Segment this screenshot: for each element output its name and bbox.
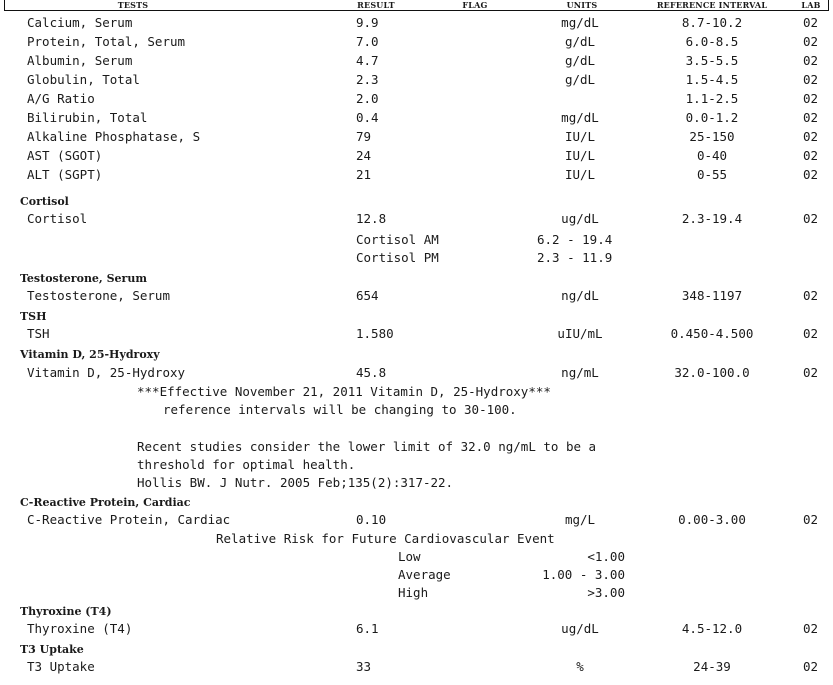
header-lab: LAB xyxy=(801,0,821,10)
test-units: g/dL xyxy=(564,34,596,49)
test-result: 6.1 xyxy=(356,621,379,636)
crp-risk-average-label: Average xyxy=(398,567,451,582)
test-lab: 02 xyxy=(803,659,819,674)
test-units: ug/dL xyxy=(561,211,599,226)
test-result: 1.580 xyxy=(356,326,394,341)
test-units: mg/dL xyxy=(561,110,599,125)
test-name: AST (SGOT) xyxy=(27,148,103,163)
test-name: Vitamin D, 25-Hydroxy xyxy=(27,365,186,380)
test-lab: 02 xyxy=(803,110,819,125)
test-reference-interval: 0-40 xyxy=(696,148,728,163)
test-units: uIU/mL xyxy=(557,326,603,341)
test-reference-interval: 24-39 xyxy=(693,659,731,674)
test-reference-interval: 1.1-2.5 xyxy=(685,91,739,106)
test-lab: 02 xyxy=(803,288,819,303)
vitamin-d-note: reference intervals will be changing to 30-100. xyxy=(163,402,517,417)
test-reference-interval: 0.00-3.00 xyxy=(678,512,746,527)
test-lab: 02 xyxy=(803,15,819,30)
test-name: ALT (SGPT) xyxy=(27,167,103,182)
test-result: 2.3 xyxy=(356,72,379,87)
section-title-vitamin-d: Vitamin D, 25-Hydroxy xyxy=(20,348,160,361)
test-lab: 02 xyxy=(803,365,819,380)
test-reference-interval: 25-150 xyxy=(689,129,735,144)
test-result: 45.8 xyxy=(356,365,387,380)
test-reference-interval: 3.5-5.5 xyxy=(685,53,739,68)
test-name: Alkaline Phosphatase, S xyxy=(27,129,201,144)
cortisol-am-label: Cortisol AM xyxy=(356,232,439,247)
test-lab: 02 xyxy=(803,129,819,144)
header-flag: FLAG xyxy=(462,0,488,10)
test-result: 24 xyxy=(356,148,372,163)
test-result: 0.10 xyxy=(356,512,387,527)
header-units: UNITS xyxy=(566,0,598,10)
crp-risk-title: Relative Risk for Future Cardiovascular Event xyxy=(216,531,555,546)
test-reference-interval: 32.0-100.0 xyxy=(674,365,750,380)
test-reference-interval: 1.5-4.5 xyxy=(685,72,739,87)
header-reference-interval: REFERENCE INTERVAL xyxy=(656,0,768,10)
test-name: Bilirubin, Total xyxy=(27,110,148,125)
test-units: IU/L xyxy=(564,129,596,144)
test-lab: 02 xyxy=(803,167,819,182)
crp-risk-high-value: >3.00 xyxy=(587,585,625,600)
crp-risk-low-label: Low xyxy=(398,549,421,564)
test-units: ug/dL xyxy=(561,621,599,636)
test-units: ng/mL xyxy=(561,365,599,380)
cortisol-am-range: 6.2 - 19.4 xyxy=(537,232,613,247)
section-title-crp: C-Reactive Protein, Cardiac xyxy=(20,496,191,509)
test-units: % xyxy=(576,659,584,674)
section-title-t4: Thyroxine (T4) xyxy=(20,605,112,618)
cortisol-pm-range: 2.3 - 11.9 xyxy=(537,250,613,265)
test-reference-interval: 0.450-4.500 xyxy=(670,326,754,341)
test-result: 79 xyxy=(356,129,372,144)
test-lab: 02 xyxy=(803,512,819,527)
test-result: 2.0 xyxy=(356,91,379,106)
test-name: Cortisol xyxy=(27,211,88,226)
test-name: Protein, Total, Serum xyxy=(27,34,186,49)
test-units: mg/dL xyxy=(561,15,599,30)
test-lab: 02 xyxy=(803,72,819,87)
test-units: g/dL xyxy=(564,53,596,68)
test-result: 654 xyxy=(356,288,379,303)
test-result: 0.4 xyxy=(356,110,379,125)
test-lab: 02 xyxy=(803,326,819,341)
test-name: TSH xyxy=(27,326,50,341)
test-reference-interval: 2.3-19.4 xyxy=(681,211,743,226)
test-lab: 02 xyxy=(803,53,819,68)
test-name: Thyroxine (T4) xyxy=(27,621,133,636)
test-reference-interval: 0.0-1.2 xyxy=(685,110,739,125)
test-reference-interval: 8.7-10.2 xyxy=(681,15,743,30)
test-reference-interval: 6.0-8.5 xyxy=(685,34,739,49)
test-name: Testosterone, Serum xyxy=(27,288,170,303)
header-result: RESULT xyxy=(357,0,395,10)
test-reference-interval: 348-1197 xyxy=(681,288,743,303)
section-title-cortisol: Cortisol xyxy=(20,195,69,208)
test-name: Calcium, Serum xyxy=(27,15,133,30)
test-units: IU/L xyxy=(564,167,596,182)
test-result: 7.0 xyxy=(356,34,379,49)
test-lab: 02 xyxy=(803,91,819,106)
test-name: Albumin, Serum xyxy=(27,53,133,68)
crp-risk-low-value: <1.00 xyxy=(587,549,625,564)
cortisol-pm-label: Cortisol PM xyxy=(356,250,439,265)
test-units: ng/dL xyxy=(561,288,599,303)
test-reference-interval: 0-55 xyxy=(696,167,728,182)
section-title-t3-uptake: T3 Uptake xyxy=(20,643,84,656)
test-name: T3 Uptake xyxy=(27,659,95,674)
crp-risk-high-label: High xyxy=(398,585,429,600)
test-lab: 02 xyxy=(803,148,819,163)
test-lab: 02 xyxy=(803,621,819,636)
test-lab: 02 xyxy=(803,211,819,226)
test-name: C-Reactive Protein, Cardiac xyxy=(27,512,231,527)
header-tests: TESTS xyxy=(117,0,149,10)
test-name: A/G Ratio xyxy=(27,91,95,106)
test-result: 21 xyxy=(356,167,372,182)
vitamin-d-note: ***Effective November 21, 2011 Vitamin D, 25-Hydroxy*** xyxy=(137,384,551,399)
test-result: 4.7 xyxy=(356,53,379,68)
test-name: Globulin, Total xyxy=(27,72,140,87)
section-title-testosterone: Testosterone, Serum xyxy=(20,272,147,285)
test-units: IU/L xyxy=(564,148,596,163)
test-result: 33 xyxy=(356,659,372,674)
test-units: g/dL xyxy=(564,72,596,87)
section-title-tsh: TSH xyxy=(20,310,47,323)
test-reference-interval: 4.5-12.0 xyxy=(681,621,743,636)
vitamin-d-note: Recent studies consider the lower limit of 32.0 ng/mL to be a xyxy=(137,439,597,454)
test-lab: 02 xyxy=(803,34,819,49)
test-result: 12.8 xyxy=(356,211,387,226)
test-result: 9.9 xyxy=(356,15,379,30)
vitamin-d-citation: Hollis BW. J Nutr. 2005 Feb;135(2):317-22. xyxy=(137,475,454,490)
crp-risk-average-value: 1.00 - 3.00 xyxy=(542,567,625,582)
test-units: mg/L xyxy=(564,512,596,527)
vitamin-d-note: threshold for optimal health. xyxy=(137,457,356,472)
